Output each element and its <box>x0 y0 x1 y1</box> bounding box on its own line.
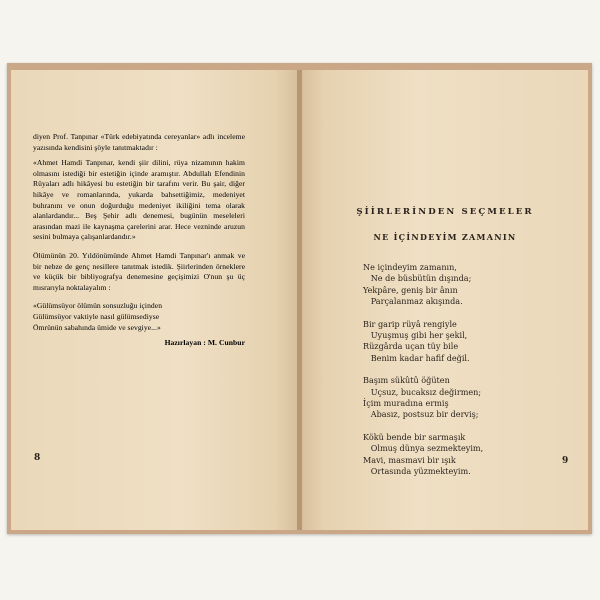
stanza-4 <box>363 432 563 478</box>
verse-quote <box>33 301 245 333</box>
poem-line: Kökü bende bir sarmaşık <box>363 431 466 442</box>
verse-quote-line: «Gülümsüyor ölümün sonsuzluğu içinden <box>33 301 163 311</box>
poem-line: Parçalanmaz akışında. <box>363 296 463 307</box>
poem-line: Bir garip rüyâ rengiyle <box>363 318 457 329</box>
page-number-left: 8 <box>34 453 41 463</box>
poem-line: Abasız, postsuz bir derviş; <box>363 409 479 420</box>
poem-line: Başım sükûtû öğüten <box>363 375 450 386</box>
poem-line: Ne de büsbütün dışında; <box>363 273 472 284</box>
poem-line: Ne içindeyim zamanın, <box>363 262 457 272</box>
quote-paragraph: «Ahmet Hamdi Tanpınar, kendi şiir dilini, rüya nizamının hakim olmasını istediği bir estetiğin içinde aramıştır. Abdullah Efendinin Rüyaları adlı hikâyesi bu estetiğin bir tarafını verir. Bu şair, diğer hikâye ve romanlarında, yukarda bahsettiğimiz, medeniyet buhranını ve onun doğurduğu medeniyet ikiliğini tema olarak alanlardandır... Beş Şehir adlı denemesi, bugünün meseleleri arasından mazi ile kaynaşma çarelerini arar. Hece vezninde aruzun sesini bulmaya çalışanlardandır.» <box>33 158 245 242</box>
signature: Hazırlayan : M. Cunbur <box>164 338 245 348</box>
poem-line: İçim muradına ermiş <box>363 398 449 409</box>
poem-title: NE İÇİNDEYİM ZAMANIN <box>373 232 517 242</box>
section-title: ŞİİRLERİNDEN SEÇMELER <box>356 207 534 217</box>
stanza-1 <box>363 262 563 308</box>
anniversary-paragraph: Ölümünün 20. Yıldönümünde Ahmet Hamdi Tanpınar'ı anmak ve bir nebze de genç nesillere tanıtmak istedik. Şiirlerinden örneklere ve küçük bir bibliyografya denemesine geçişimizi O'nun şu üç mısrarıyla noktalayalım : <box>33 250 245 292</box>
poem-line: Uyuşmuş gibi her şekil, <box>363 330 468 341</box>
poem-line: Uçsuz, bucaksız değirmen; <box>363 386 482 397</box>
left-page-body <box>33 132 245 349</box>
poem-line: Olmuş dünya sezmekteyim, <box>363 443 484 454</box>
intro-paragraph: diyen Prof. Tanpınar «Türk edebiyatında cereyanlar» adlı inceleme yazısında kendisini şöyle tanıtmaktadır : <box>33 132 245 152</box>
verse-quote-line: Gülümsüyor vaktiyle nasıl gülümsediyse <box>33 311 160 321</box>
stanza-2 <box>363 319 563 365</box>
poem-line: Rüzgârda uçan tüy bile <box>363 341 459 352</box>
page-number-right: 9 <box>562 456 569 466</box>
poem-line: Yekpâre, geniş bir ânın <box>363 284 458 295</box>
poem-line: Benim kadar hafif değil. <box>363 352 470 363</box>
poem <box>363 262 563 489</box>
poem-line: Mavi, masmavi bir ışık <box>363 454 456 465</box>
verse-quote-line: Ömrünün sabahında ümide ve sevgiye...» <box>33 322 161 332</box>
stanza-3 <box>363 375 563 421</box>
poem-line: Ortasında yüzmekteyim. <box>363 466 471 477</box>
